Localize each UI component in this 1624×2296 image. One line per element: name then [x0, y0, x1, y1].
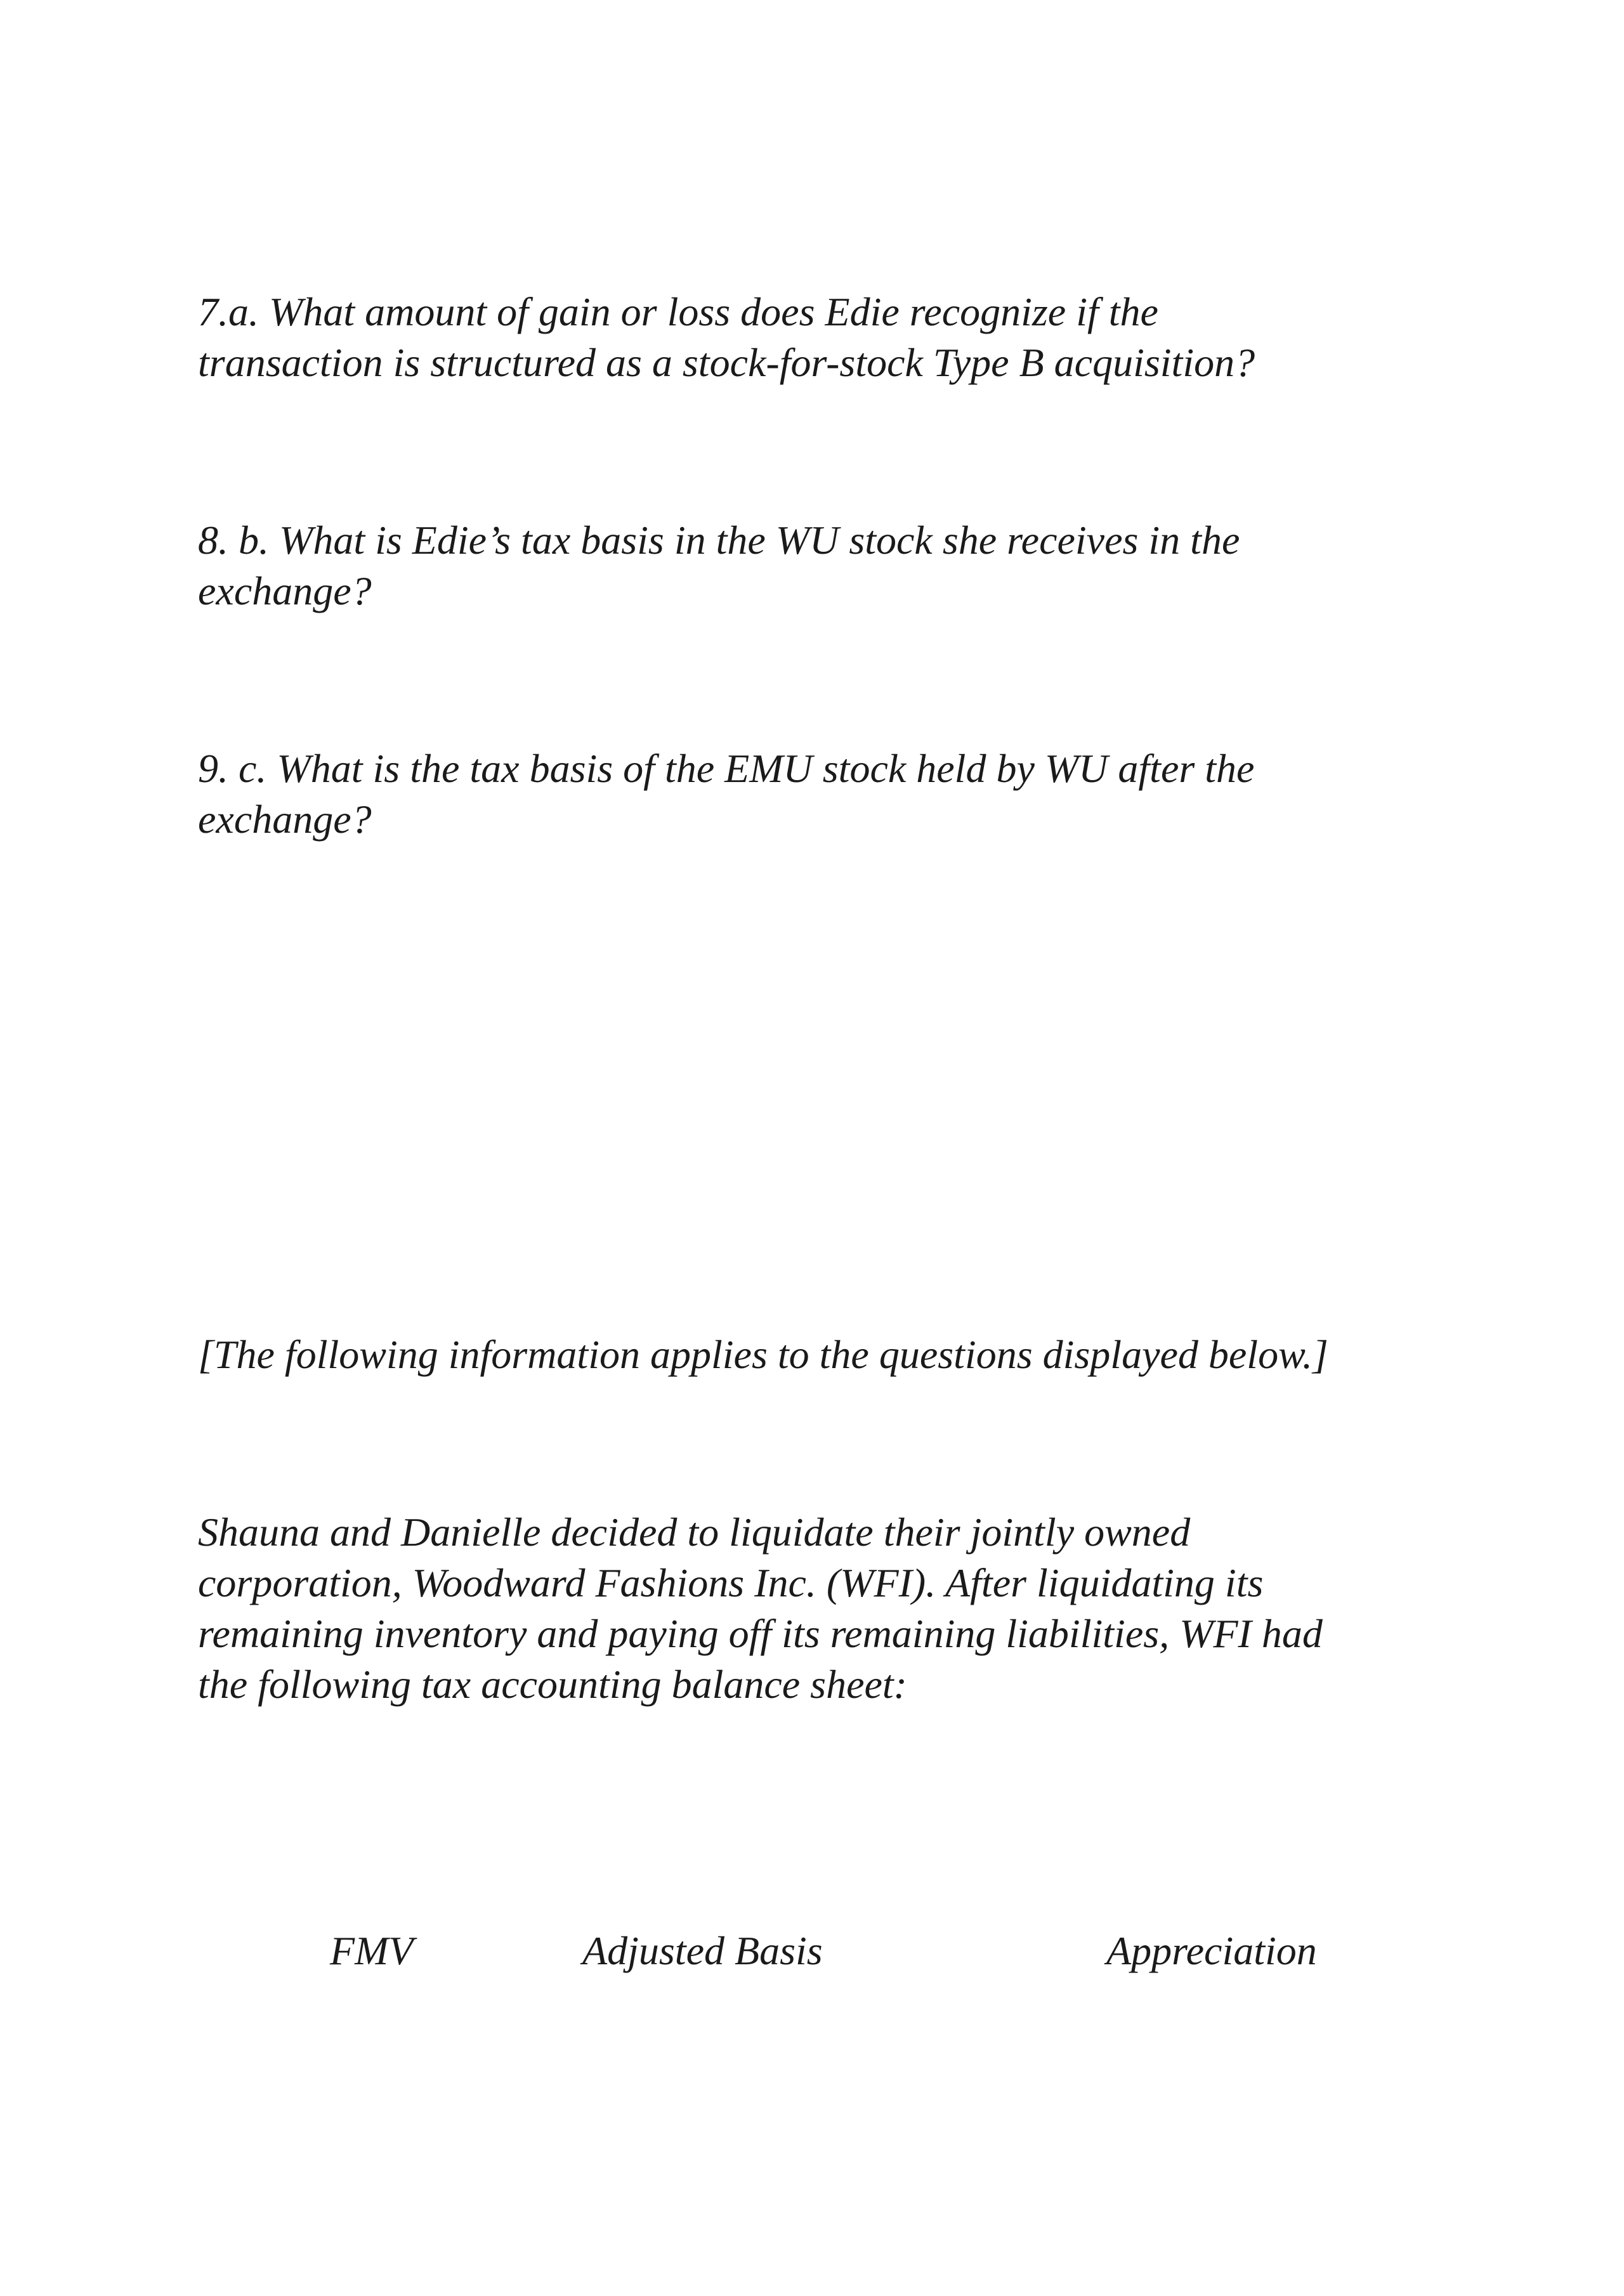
- scenario-line-3: remaining inventory and paying off its remaining liabilities, WFI had: [198, 1611, 1323, 1656]
- question-8b-line-1: 8. b. What is Edie’s tax basis in the WU stock she receives in the: [198, 518, 1240, 563]
- question-9c-line-2: exchange?: [198, 797, 372, 842]
- scenario-paragraph: [198, 1507, 1323, 1710]
- question-7a-line-2: transaction is structured as a stock-for-stock Type B acquisition?: [198, 340, 1255, 385]
- question-9c-line-1: 9. c. What is the tax basis of the EMU stock held by WU after the: [198, 746, 1255, 791]
- column-header-fmv: FMV: [330, 1928, 414, 1973]
- question-9c: [198, 743, 1254, 845]
- column-header-adjusted-basis: Adjusted Basis: [582, 1928, 823, 1973]
- scenario-line-2: corporation, Woodward Fashions Inc. (WFI). After liquidating its: [198, 1560, 1264, 1605]
- intro-note: [198, 1329, 1328, 1380]
- column-header-appreciation: Appreciation: [1106, 1928, 1317, 1973]
- intro-note-text: [The following information applies to the questions displayed below.]: [198, 1332, 1328, 1377]
- scenario-line-4: the following tax accounting balance sheet:: [198, 1662, 907, 1707]
- question-7a-line-1: 7.a. What amount of gain or loss does Edie recognize if the: [198, 289, 1158, 334]
- question-8b: [198, 515, 1240, 616]
- scenario-line-1: Shauna and Danielle decided to liquidate their jointly owned: [198, 1510, 1191, 1555]
- question-7a: [198, 287, 1255, 388]
- question-8b-line-2: exchange?: [198, 568, 372, 613]
